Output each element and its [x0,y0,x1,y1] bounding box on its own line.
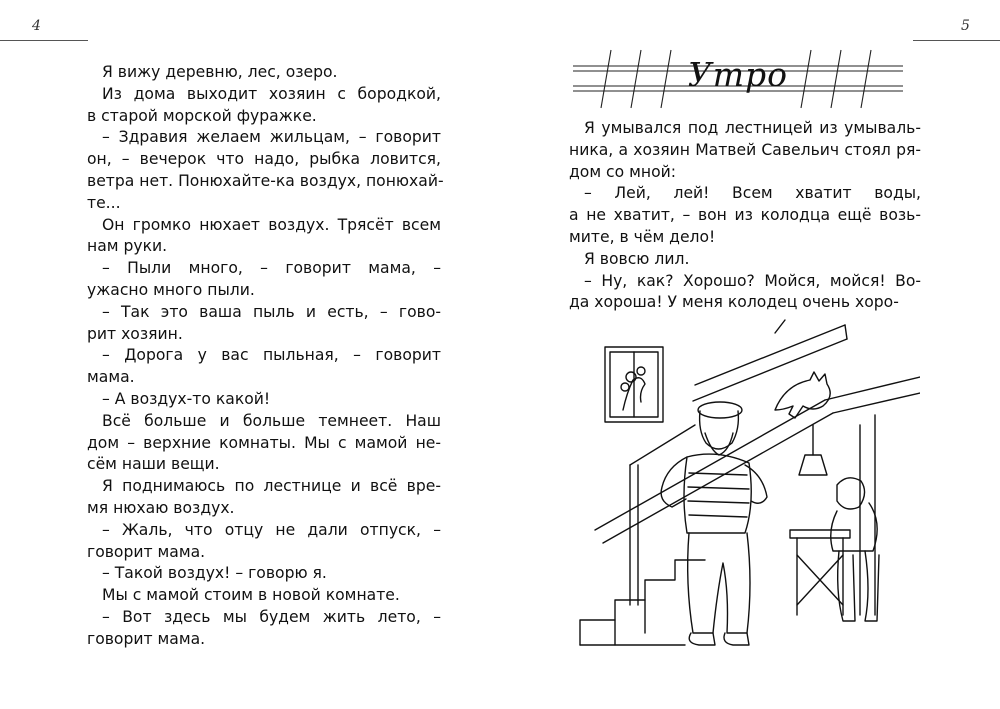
staircase-illustration [575,315,920,660]
right-page-text-line: Я вовсю лил. [584,249,690,268]
left-page-text-line: ужасно много пыли. [87,280,255,299]
left-page-text-line: – Здравия желаем жильцам, – говорит [102,128,441,147]
left-page-text-line: Из дома выходит хозяин с бородкой, [102,84,441,103]
left-page-text-line: Я вижу деревню, лес, озеро. [102,63,338,81]
left-page-text-line: мя нюхаю воздух. [87,498,235,517]
left-page-text-line: Он громко нюхает воздух. Трясёт всем [102,215,441,234]
left-page-text-line: – Вот здесь мы будем жить лето, – [102,607,441,626]
left-page-text-line: Мы с мамой стоим в новой комнате. [102,586,400,605]
host-left-arm [661,457,687,507]
hanging-lamp [799,455,827,475]
small-table [790,530,850,538]
left-page-text-line: рит хозяин. [87,324,183,343]
host-cap [698,402,742,418]
host-striped-shirt [684,454,751,533]
right-page-text-line: мите, в чём дело! [569,227,716,246]
right-page-text-line: Я умывался под лестницей из умываль- [584,119,921,137]
stair-steps [580,560,705,645]
host-right-arm [745,465,767,503]
boy-body [831,503,877,551]
page-number-right: 5 [961,18,970,34]
chapter-title: Утро [687,55,789,94]
left-page-text-line: – Дорога у вас пыльная, – говорит [102,346,441,365]
left-page-text-line: дом – верхние комнаты. Мы с мамой не- [87,433,441,452]
left-page-text-line: говорит мама. [87,542,206,561]
left-page-text-line: Я поднимаюсь по лестнице и всё вре- [102,477,441,496]
host-beard [705,433,733,455]
left-page-text-line: – А воздух-то какой! [102,389,271,408]
right-page-text-line: дом со мной: [569,162,677,181]
right-page-text-line: да хороша! У меня колодец очень хоро- [569,293,899,312]
right-page-text-line: ника, а хозяин Матвей Савельич стоял ря- [569,140,921,159]
left-page-text-line: – Пыли много, – говорит мама, – [102,259,441,278]
header-rule-right [913,40,1000,41]
right-page-text [569,118,921,314]
left-page-text-line: мама. [87,368,135,387]
left-page-text-line: – Жаль, что отцу не дали отпуск, – [102,520,441,539]
page-number-left: 4 [32,18,41,34]
chapter-title-block [573,48,903,110]
right-page [500,0,1000,709]
right-page-text-line: а не хватит, – вон из колодца ещё возь- [569,206,921,225]
cat [775,372,830,418]
left-page-text-line: сём наши вещи. [87,455,220,474]
host-trousers [688,533,750,633]
left-page-text [87,62,444,651]
left-page-text-line: нам руки. [87,237,168,256]
left-page-text-line: – Так это ваша пыль и есть, – гово- [102,302,441,321]
left-page-text-line: – Такой воздух! – говорю я. [102,564,327,583]
left-page-text-line: в старой морской фуражке. [87,106,317,125]
left-page-text-line: он, – вечерок что надо, рыбка ловится, [87,150,441,169]
header-rule-left [0,40,88,41]
left-page-text-line: ветра нет. Понюхайте-ка воздух, понюхай- [87,171,444,190]
left-page-text-line: говорит мама. [87,629,206,648]
right-page-text-line: – Лей, лей! Всем хватит воды, [584,184,921,203]
right-page-text-line: – Ну, как? Хорошо? Мойся, мойся! Во- [584,271,921,290]
left-page-text-line: Всё больше и больше темнеет. Наш [102,411,441,430]
left-page-text-line: те... [87,193,121,212]
